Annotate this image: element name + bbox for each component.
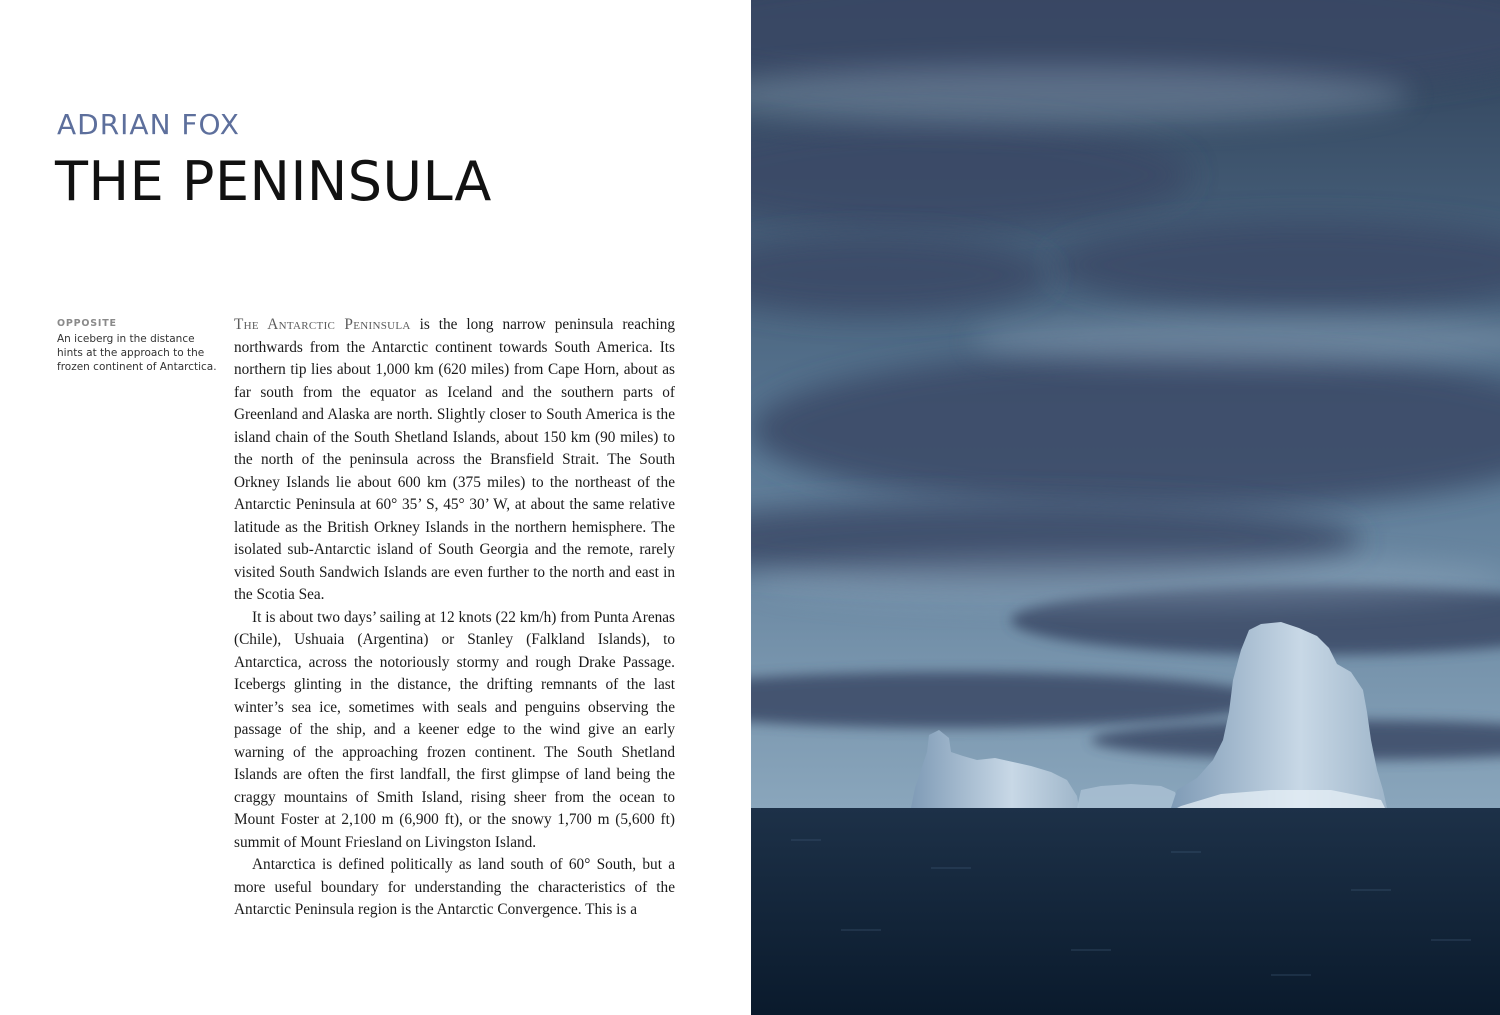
body-text <box>234 314 675 922</box>
iceberg-photo <box>751 0 1500 1015</box>
sea <box>751 808 1500 1015</box>
body-paragraph-1 <box>234 314 675 607</box>
iceberg-photo-illustration <box>751 0 1500 1015</box>
lead-in: The Antarctic Peninsula <box>234 316 411 333</box>
chapter-title: THE PENINSULA <box>55 150 492 213</box>
caption-text: An iceberg in the distance hints at the approach to the frozen continent of Antarctica. <box>57 333 217 373</box>
photo-caption <box>57 318 217 374</box>
body-paragraph-2: It is about two days’ sailing at 12 knots (22 km/h) from Punta Arenas (Chile), Ushuaia (Argentina) or Stanley (Falkland Islands), to Antarctica, across the notoriously stormy and rough Drake Passage. Icebergs glinting in the distance, the drifting remnants of the last winter’s sea ice, sometimes with seals and penguins observing the passage of the ship, and a keener edge to the wind give an early warning of the approaching frozen continent. The South Shetland Islands are often the first landfall, the first glimpse of land being the craggy mountains of Smith Island, rising sheer from the ocean to Mount Foster at 2,100 m (6,900 ft), or the snowy 1,700 m (5,600 ft) summit of Mount Friesland on Livingston Island. <box>234 608 675 851</box>
caption-label: OPPOSITE <box>57 318 117 329</box>
body-paragraph-3: Antarctica is defined politically as land south of 60° South, but a more useful boundary for understanding the characteristics of the Antarctic Peninsula region is the Antarctic Convergence. This is a <box>234 856 675 918</box>
author-name: ADRIAN FOX <box>57 108 240 141</box>
sky-light-band <box>751 555 1500 605</box>
body-paragraph-1-text: is the long narrow peninsula reaching northwards from the Antarctic continent towards South America. Its northern tip lies about 1,000 km (620 miles) from Cape Horn, about as far south from the equator as Iceland and the southern parts of Greenland and Alaska are north. Slightly closer to South America is the island chain of the South Shetland Islands, about 150 km (90 miles) to the north of the peninsula across the Bransfield Strait. The South Orkney Islands lie about 600 km (375 miles) to the northeast of the Antarctic Peninsula at 60° 35’ S, 45° 30’ W, at about the same relative latitude as the British Orkney Islands in the northern hemisphere. The isolated sub-Antarctic island of South Georgia and the remote, rarely visited South Sandwich Islands are even further to the north and east in the Scotia Sea. <box>234 316 675 603</box>
